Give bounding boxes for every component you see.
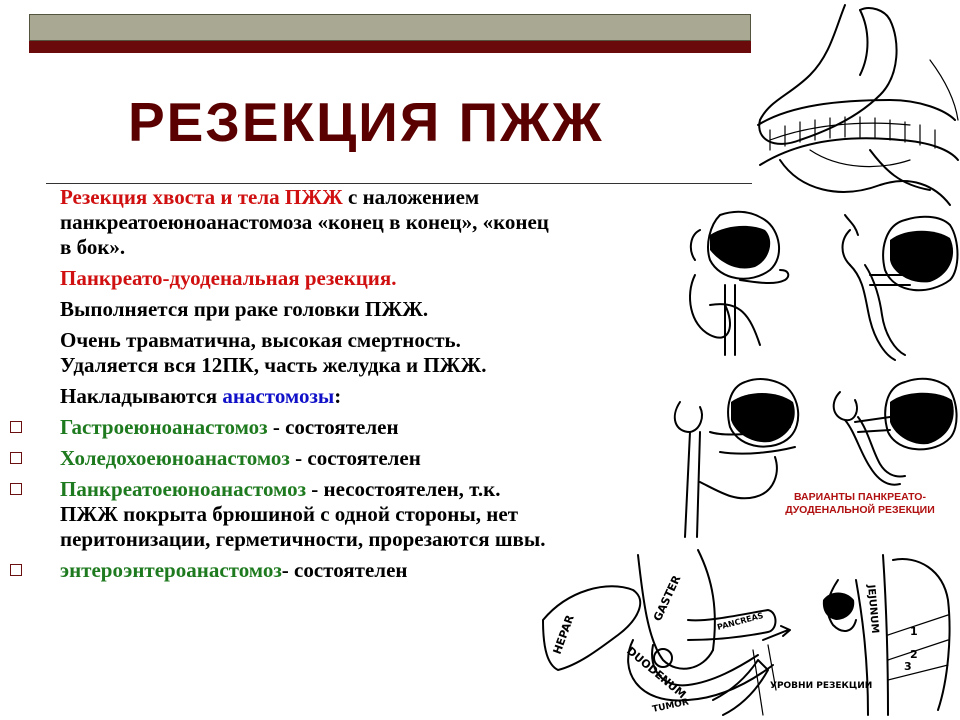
variant-diagram-1	[680, 205, 800, 365]
text-segment: Накладываются	[60, 384, 223, 408]
label-level-1: 1	[910, 625, 918, 638]
text-segment: с наложением панкреатоеюноанастомоза «конец в конец», «конец в бок».	[60, 185, 549, 259]
label-hepar: HEPAR	[550, 613, 577, 657]
bullet-item	[60, 477, 550, 552]
text-segment: Панкреато-дуоденальная резекция.	[60, 266, 397, 290]
variant-diagram-2	[810, 210, 960, 370]
label-jejunum: JEJUNUM	[865, 584, 881, 634]
figure-caption: ВАРИАНТЫ ПАНКРЕАТО-ДУОДЕНАЛЬНОЙ РЕЗЕКЦИИ	[785, 491, 935, 516]
label-duodenum: DUODENUM	[624, 644, 689, 702]
label-gaster: GASTER	[650, 573, 684, 624]
text-segment: - состоятелен	[281, 558, 408, 582]
text-segment: Очень травматична, высокая смертность. Удаляется вся 12ПК, часть желудка и ПЖЖ.	[60, 328, 487, 377]
label-pancreas: PANCREAS	[716, 610, 765, 632]
text-segment: Выполняется при раке головки ПЖЖ.	[60, 297, 429, 321]
variant-diagram-4	[810, 372, 960, 492]
label-tumor: TUMOR	[651, 697, 690, 715]
text-segment: энтероэнтероанастомоз	[60, 558, 282, 582]
text-segment: Резекция хвоста и тела ПЖЖ	[60, 185, 349, 209]
label-level-2: 2	[910, 648, 918, 661]
text-segment: :	[334, 384, 342, 408]
body-paragraph	[60, 384, 550, 409]
slide-body	[60, 185, 550, 589]
text-segment: Панкреатоеюноанастомоз	[60, 477, 307, 501]
square-bullet-icon	[10, 421, 22, 433]
body-paragraph	[60, 266, 550, 291]
text-segment: Холедохоеюноанастомоз	[60, 446, 290, 470]
text-segment: - несостоятелен, т.к. ПЖЖ покрыта брюшиной с одной стороны, нет перитонизации, герметичности, прорезаются швы.	[60, 477, 546, 551]
text-segment: - состоятелен	[267, 415, 399, 439]
body-paragraph	[60, 328, 550, 378]
header-bar-dark	[29, 41, 751, 53]
resection-schematic	[538, 540, 958, 720]
body-paragraph	[60, 185, 550, 260]
bullet-item	[60, 558, 550, 583]
text-segment: - состоятелен	[289, 446, 421, 470]
square-bullet-icon	[10, 483, 22, 495]
square-bullet-icon	[10, 564, 22, 576]
label-levels: УРОВНИ РЕЗЕКЦИИ	[770, 681, 873, 691]
bullet-item	[60, 415, 550, 440]
header-bar-light	[29, 14, 751, 41]
slide-title: РЕЗЕКЦИЯ ПЖЖ	[128, 91, 604, 153]
text-segment: Гастроеюноанастомоз	[60, 415, 268, 439]
square-bullet-icon	[10, 452, 22, 464]
pancreas-illustration	[750, 0, 960, 215]
label-level-3: 3	[904, 660, 912, 673]
body-paragraph	[60, 297, 550, 322]
bullet-item	[60, 446, 550, 471]
text-segment: анастомозы	[222, 384, 335, 408]
title-underline	[46, 183, 752, 184]
